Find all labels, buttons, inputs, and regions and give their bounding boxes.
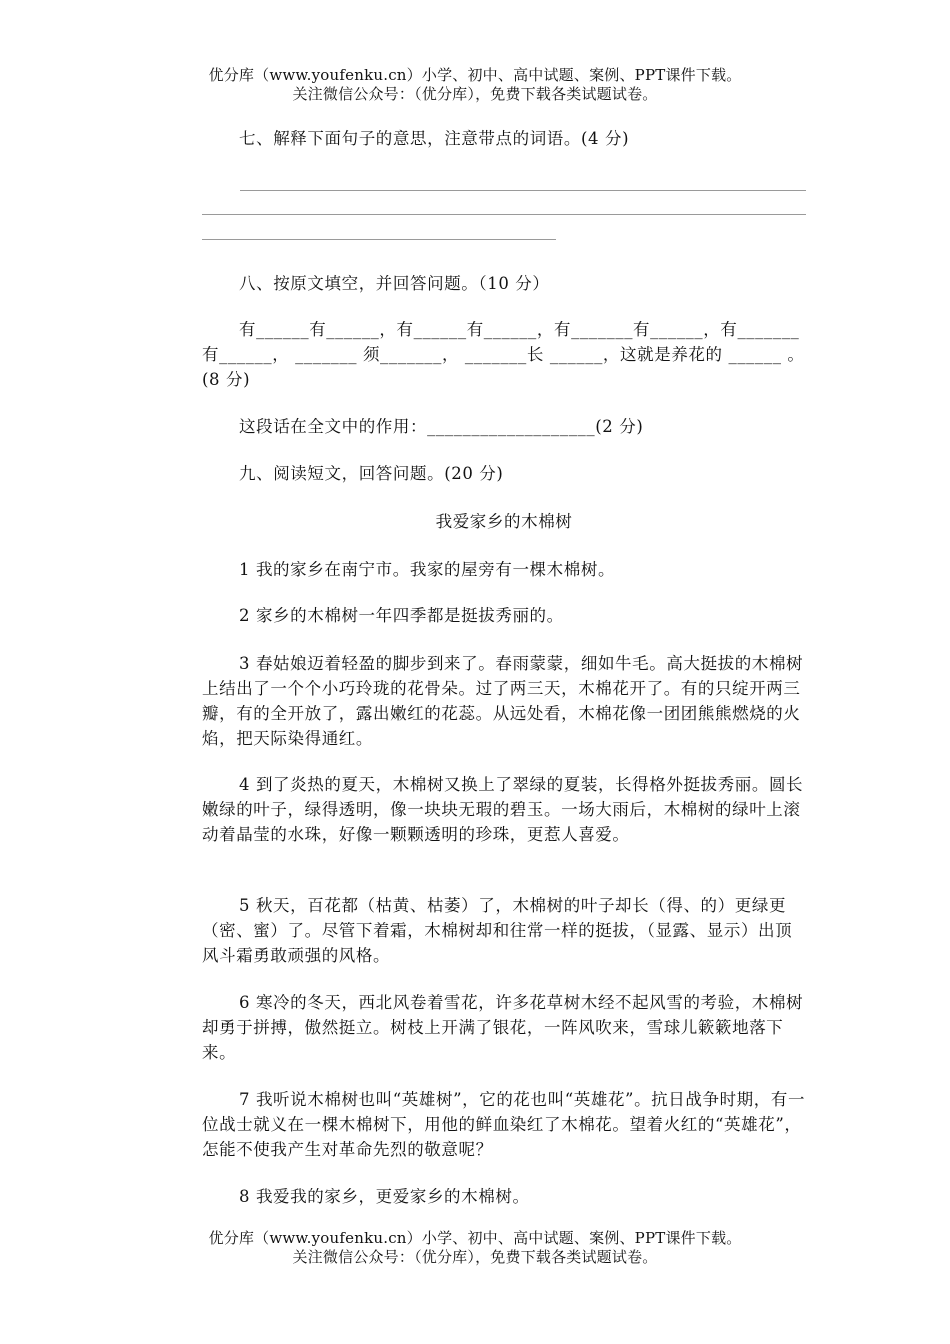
question-8-role: 这段话在全文中的作用：___________________(2 分) (239, 417, 644, 436)
header-line-1: 优分库（www.youfenku.cn）小学、初中、高中试题、案例、PPT课件下载。 (208, 66, 742, 84)
article-paragraph: 7 我听说木棉树也叫“英雄树”，它的花也叫“英雄花”。抗日战争时期，有一位战士就义在一棵木棉树下，用他的鲜血染红了木棉花。望着火红的“英雄花”，怎能不使我产生对革命先烈的敬意呢？ (202, 1090, 806, 1159)
footer-line-2: 关注微信公众号：（优分库），免费下载各类试题试卷。 (292, 1248, 658, 1266)
answer-line-1 (240, 190, 806, 191)
page-header (0, 66, 950, 104)
footer-line-1: 优分库（www.youfenku.cn）小学、初中、高中试题、案例、PPT课件下载。 (208, 1229, 742, 1247)
article-title: 我爱家乡的木棉树 (435, 512, 573, 531)
article-paragraph: 2 家乡的木棉树一年四季都是挺拔秀丽的。 (239, 606, 564, 625)
page-footer (0, 1229, 950, 1267)
article-paragraph: 3 春姑娘迈着轻盈的脚步到来了。春雨蒙蒙，细如牛毛。高大挺拔的木棉树上结出了一个个小巧玲珑的花骨朵。过了两三天，木棉花开了。有的只绽开两三瓣，有的全开放了，露出嫩红的花蕊。从远处看，木棉花像一团团熊熊燃烧的火焰，把天际染得通红。 (202, 654, 804, 748)
question-9-title: 九、阅读短文，回答问题。(20 分) (239, 464, 504, 483)
header-line-2: 关注微信公众号：（优分库），免费下载各类试题试卷。 (292, 85, 658, 103)
article-paragraph: 5 秋天，百花都（枯黄、枯萎）了，木棉树的叶子却长（得、的）更绿更（密、蜜）了。尽管下着霜，木棉树却和往常一样的挺拔，（显露、显示）出顶风斗霜勇敢顽强的风格。 (202, 896, 793, 965)
answer-line-3 (202, 239, 556, 240)
article-paragraph: 4 到了炎热的夏天，木棉树又换上了翠绿的夏装，长得格外挺拔秀丽。圆长嫩绿的叶子，绿得透明，像一块块无瑕的碧玉。一场大雨后，木棉树的绿叶上滚动着晶莹的水珠，好像一颗颗透明的珍珠，更惹人喜爱。 (202, 775, 804, 844)
question-8-fill-in: 有______有______，有______有______，有_______有______，有_______有______， _______ 须_______， _______长 ______，这就是养花的 ______ 。(8 分) (202, 320, 805, 389)
answer-line-2 (202, 214, 806, 215)
article-paragraph: 6 寒冷的冬天，西北风卷着雪花，许多花草树木经不起风雪的考验，木棉树却勇于拼搏，傲然挺立。树枝上开满了银花，一阵风吹来，雪球儿簌簌地落下来。 (202, 993, 804, 1062)
question-8-title: 八、按原文填空，并回答问题。（10 分） (239, 274, 550, 293)
article-paragraph: 1 我的家乡在南宁市。我家的屋旁有一棵木棉树。 (239, 560, 616, 579)
question-7-title: 七、解释下面句子的意思，注意带点的词语。(4 分) (239, 129, 630, 148)
article-paragraph: 8 我爱我的家乡，更爱家乡的木棉树。 (239, 1187, 530, 1206)
